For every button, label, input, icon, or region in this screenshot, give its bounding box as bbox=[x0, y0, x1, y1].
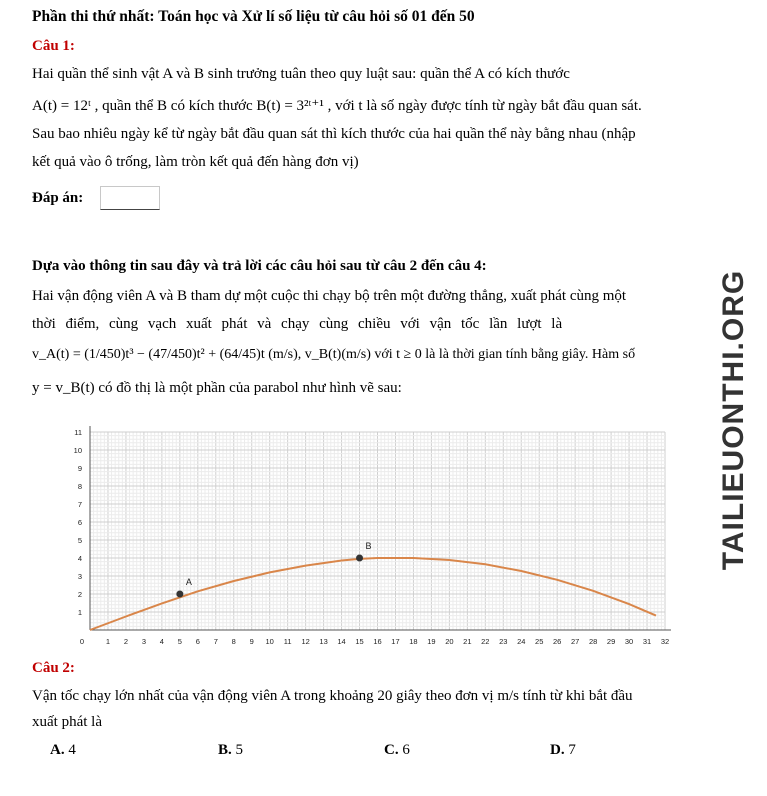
option-c[interactable] bbox=[384, 742, 410, 759]
x-tick-label: 7 bbox=[213, 637, 218, 646]
x-tick-label: 32 bbox=[660, 637, 670, 646]
x-tick-label: 20 bbox=[445, 637, 454, 646]
x-tick-labels bbox=[80, 637, 669, 646]
chart-axes bbox=[90, 426, 671, 630]
q1-line-4: kết quả vào ô trống, làm tròn kết quả đến hàng đơn vị) bbox=[32, 154, 359, 170]
x-tick-label: 2 bbox=[123, 637, 129, 646]
option-d[interactable] bbox=[550, 742, 576, 759]
x-tick-label: 31 bbox=[642, 637, 652, 646]
option-b[interactable] bbox=[218, 742, 243, 759]
velocity-chart bbox=[60, 418, 690, 650]
answer-label: Đáp án: bbox=[32, 190, 84, 206]
x-tick-label: 28 bbox=[588, 637, 598, 646]
point-label-b: B bbox=[365, 541, 372, 551]
point-a bbox=[176, 591, 183, 598]
option-a-value: 4 bbox=[68, 742, 76, 758]
x-tick-label: 13 bbox=[319, 637, 328, 646]
x-tick-label: 24 bbox=[517, 637, 526, 646]
info-heading: Dựa vào thông tin sau đây và trả lời các câu hỏi sau từ câu 2 đến câu 4: bbox=[32, 258, 487, 274]
y-tick-label: 2 bbox=[77, 590, 82, 599]
section-heading: Phần thi thứ nhất: Toán học và Xử lí số liệu từ câu hỏi số 01 đến 50 bbox=[32, 8, 475, 25]
x-tick-label: 4 bbox=[159, 637, 164, 646]
x-tick-label: 9 bbox=[249, 637, 254, 646]
q2-line-1: Vận tốc chạy lớn nhất của vận động viên A trong khoảng 20 giây theo đơn vị m/s tính từ khi bắt đầu bbox=[32, 688, 633, 704]
option-b-value: 5 bbox=[235, 742, 244, 758]
x-tick-label: 19 bbox=[427, 637, 436, 646]
option-b-key: B. bbox=[218, 742, 232, 758]
y-tick-label: 3 bbox=[77, 572, 82, 581]
x-tick-label: 1 bbox=[105, 637, 111, 646]
x-tick-label: 22 bbox=[481, 637, 490, 646]
y-tick-label: 9 bbox=[77, 464, 82, 473]
x-tick-label: 8 bbox=[231, 637, 236, 646]
option-a[interactable] bbox=[50, 742, 76, 759]
x-tick-label: 14 bbox=[337, 637, 346, 646]
x-tick-label: 25 bbox=[535, 637, 544, 646]
y-tick-label: 10 bbox=[73, 446, 82, 455]
q1-line-3: Sau bao nhiêu ngày kể từ ngày bắt đầu quan sát thì kích thước của hai quần thể này bằng nhau (nhập bbox=[32, 126, 636, 142]
info-line-4: y = v_B(t) có đồ thị là một phần của parabol như hình vẽ sau: bbox=[32, 380, 402, 396]
option-d-value: 7 bbox=[568, 742, 576, 758]
y-tick-labels bbox=[74, 428, 82, 617]
y-tick-label: 6 bbox=[77, 518, 82, 527]
watermark-logo: TAILIEUONTHI.ORG bbox=[717, 269, 750, 571]
x-tick-label: 0 bbox=[79, 637, 85, 646]
x-tick-label: 18 bbox=[409, 637, 418, 646]
option-a-key: A. bbox=[50, 742, 65, 758]
info-line-3: v_A(t) = (1/450)t³ − (47/450)t² + (64/45)t (m/s), v_B(t)(m/s) với t ≥ 0 là là thời gian tính bằng giây. Hàm số bbox=[32, 347, 636, 362]
x-tick-label: 12 bbox=[301, 637, 310, 646]
x-tick-label: 16 bbox=[373, 637, 382, 646]
option-c-value: 6 bbox=[402, 742, 410, 758]
point-label-a: A bbox=[185, 577, 192, 587]
answer-input[interactable] bbox=[100, 186, 160, 210]
q1-line-1: Hai quần thể sinh vật A và B sinh trưởng tuân theo quy luật sau: quần thể A có kích thước bbox=[32, 66, 570, 82]
question-1-label: Câu 1: bbox=[32, 38, 75, 54]
x-tick-label: 30 bbox=[624, 637, 634, 646]
q1-line-2: A(t) = 12ᵗ , quần thể B có kích thước B(t) = 3²ᵗ⁺¹ , với t là số ngày được tính từ ngày bắt đầu quan sát. bbox=[32, 98, 642, 114]
x-tick-label: 15 bbox=[355, 637, 364, 646]
y-tick-label: 4 bbox=[77, 554, 82, 563]
x-tick-label: 5 bbox=[177, 637, 182, 646]
question-2-label: Câu 2: bbox=[32, 660, 75, 676]
x-tick-label: 6 bbox=[195, 637, 200, 646]
q2-line-2: xuất phát là bbox=[32, 714, 102, 730]
x-tick-label: 27 bbox=[570, 637, 580, 646]
option-c-key: C. bbox=[384, 742, 399, 758]
option-d-key: D. bbox=[550, 742, 565, 758]
point-b bbox=[356, 555, 363, 562]
x-tick-label: 10 bbox=[265, 637, 274, 646]
y-tick-label: 7 bbox=[77, 500, 82, 509]
x-tick-label: 29 bbox=[606, 637, 616, 646]
x-tick-label: 17 bbox=[391, 637, 400, 646]
x-tick-label: 26 bbox=[553, 637, 562, 646]
info-line-2: thời điểm, cùng vạch xuất phát và chạy cùng chiều với vận tốc lần lượt là bbox=[32, 316, 563, 332]
chart-grid bbox=[90, 432, 665, 630]
y-tick-label: 11 bbox=[74, 428, 82, 437]
x-tick-label: 3 bbox=[141, 637, 146, 646]
x-tick-label: 23 bbox=[499, 637, 508, 646]
y-tick-label: 8 bbox=[77, 482, 82, 491]
y-tick-label: 1 bbox=[77, 608, 82, 617]
x-tick-label: 21 bbox=[463, 637, 472, 646]
info-line-1: Hai vận động viên A và B tham dự một cuộc thi chạy bộ trên một đường thẳng, xuất phát cùng một bbox=[32, 288, 627, 304]
y-tick-label: 5 bbox=[77, 536, 82, 545]
x-tick-label: 11 bbox=[283, 637, 292, 646]
